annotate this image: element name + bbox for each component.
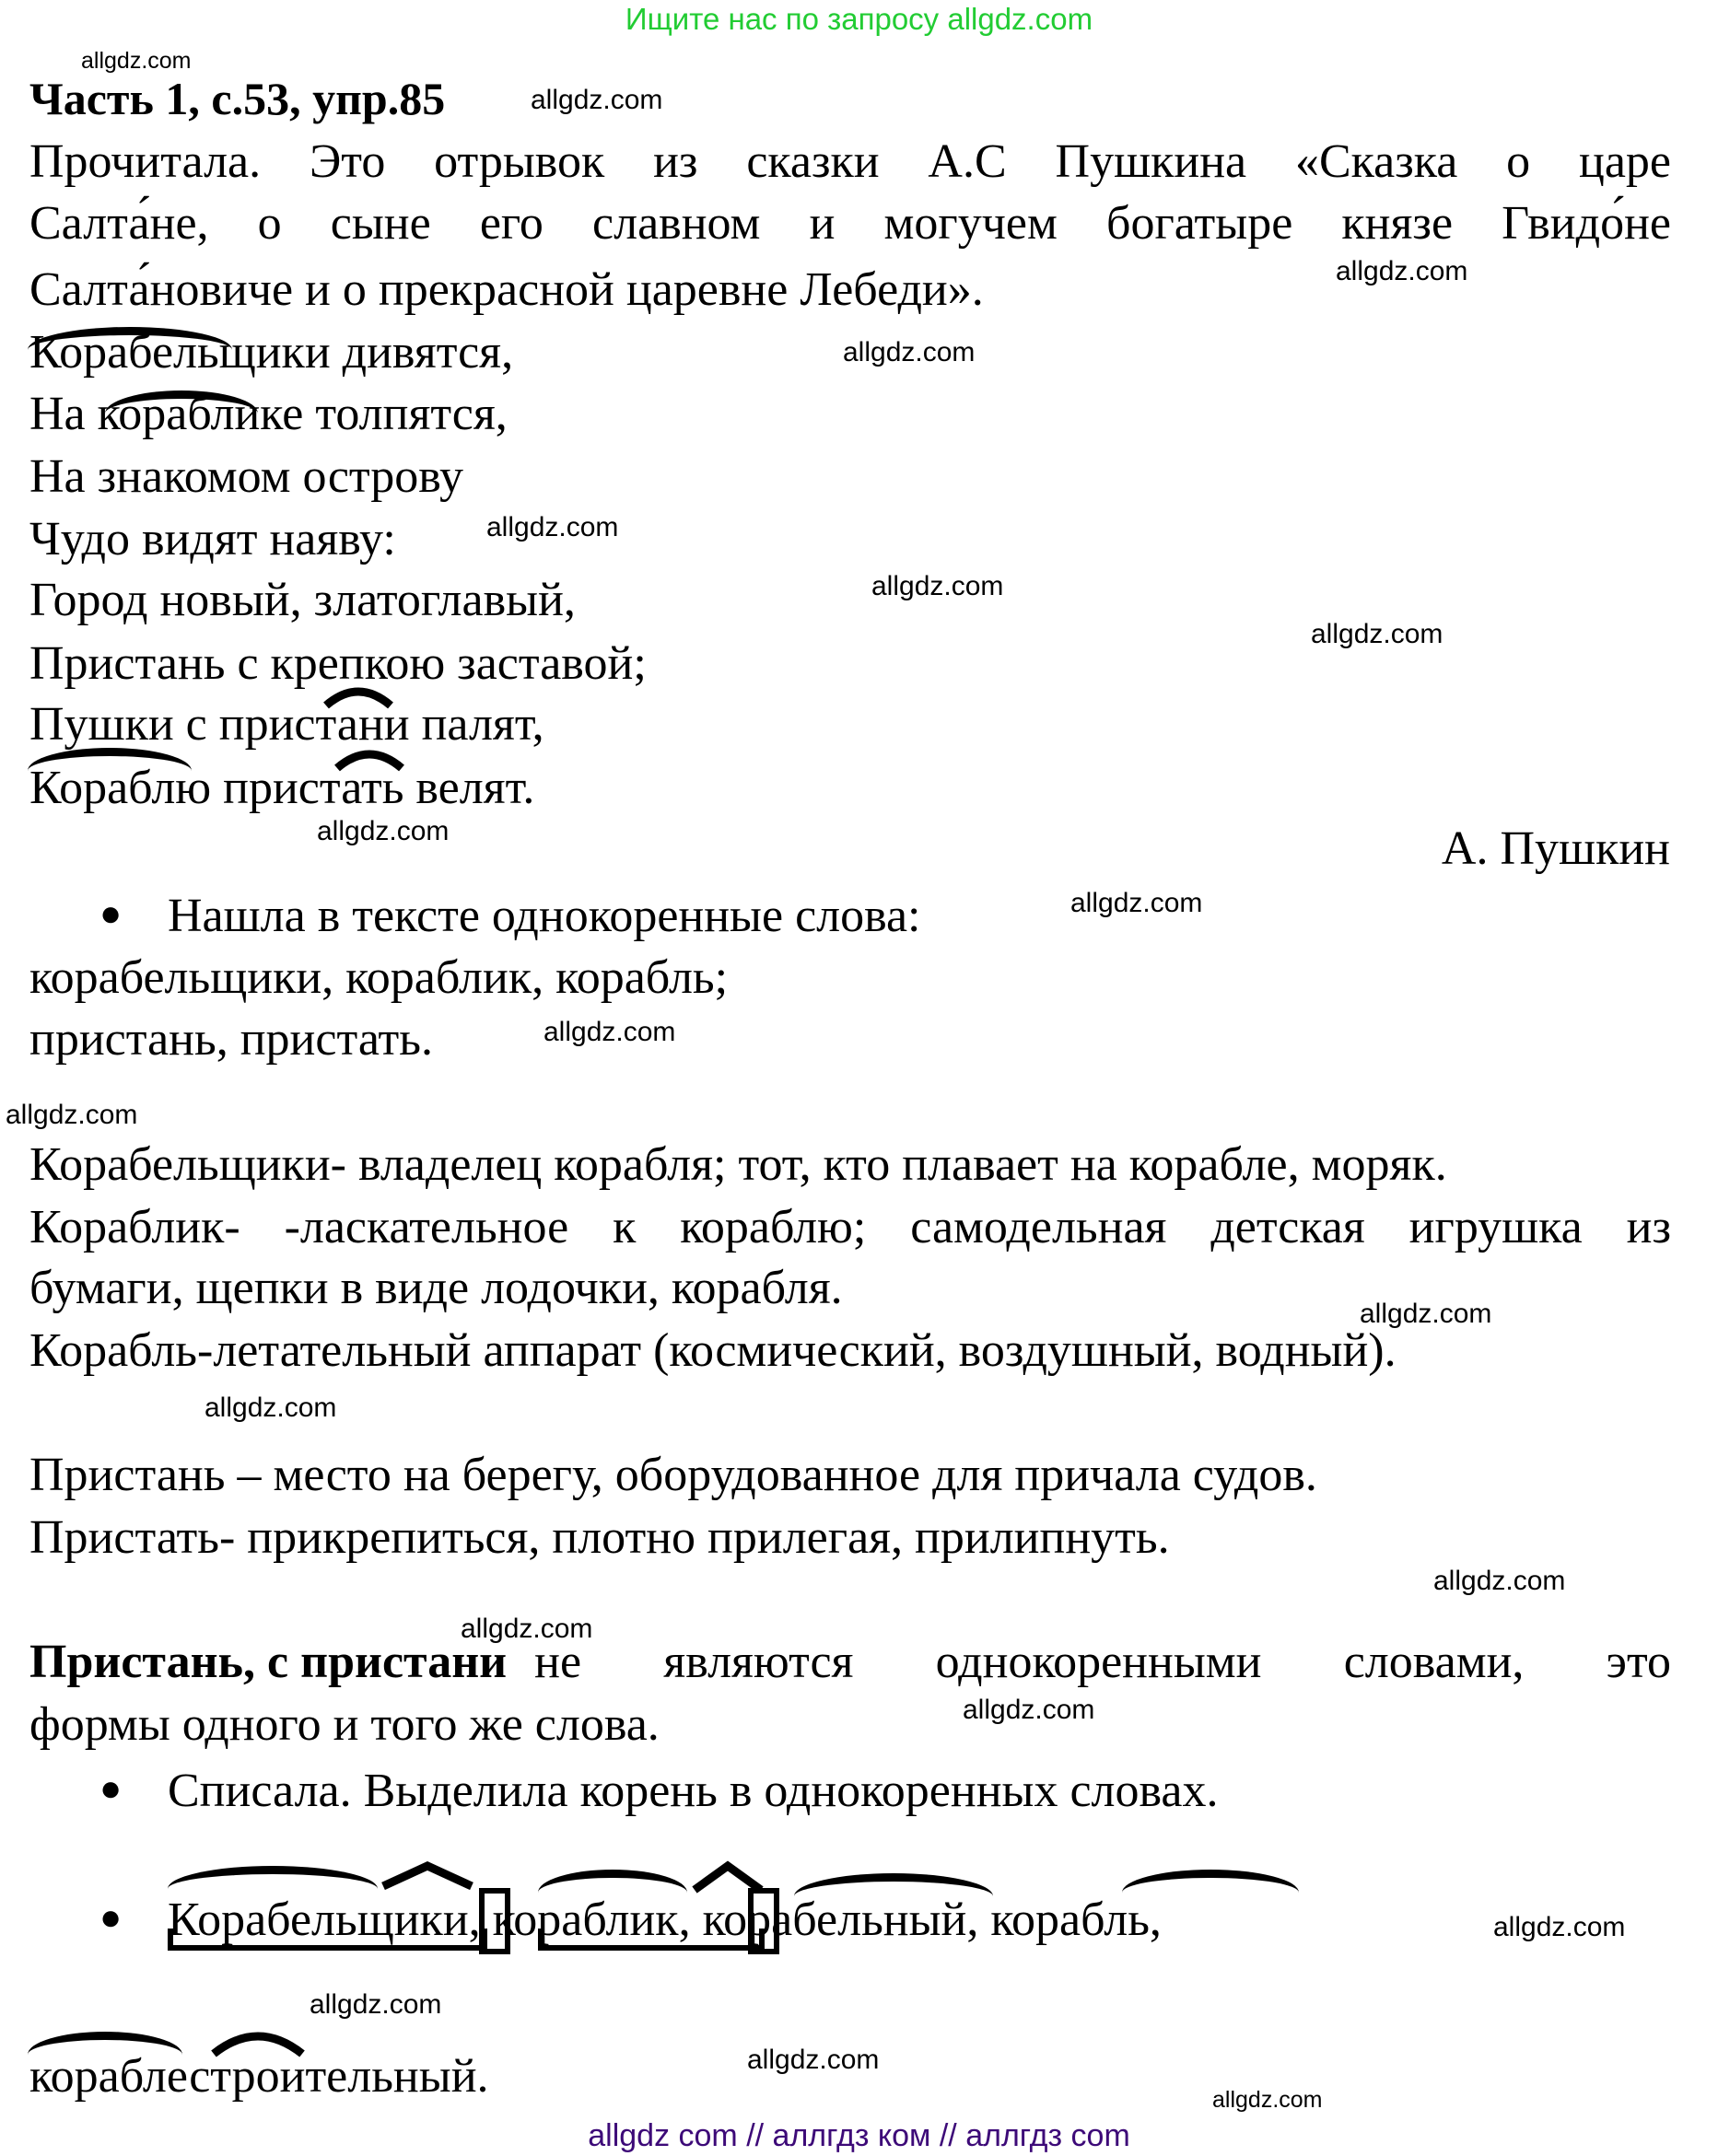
separator: , (468, 1894, 481, 1946)
watermark: allgdz.com (871, 571, 1004, 601)
bullet-icon: ● (99, 892, 123, 934)
word-korabelshchiki: Корабельщики (168, 1894, 469, 1946)
separator: , корабельный, корабль, (678, 1894, 1162, 1946)
watermark: allgdz.com (843, 337, 976, 367)
root-arc-mark (322, 682, 394, 709)
poem-line: Пушки с пристани палят, (29, 698, 544, 751)
watermark: allgdz.com (747, 2045, 880, 2075)
page-title: Часть 1, с.53, упр.85 (29, 73, 446, 124)
watermark: allgdz.com (461, 1614, 593, 1644)
promo-header: Ищите нас по запросу allgdz.com (625, 2, 1093, 36)
root-arc-mark (794, 1873, 993, 1896)
root-arc-mark (168, 1866, 378, 1889)
note-line-1 (29, 1635, 1671, 1690)
watermark: allgdz.com (1070, 888, 1203, 918)
word-korablik: кораблик (492, 1894, 679, 1946)
poem-line: Кораблю пристать велят. (29, 762, 535, 814)
watermark: allgdz.com (1493, 1912, 1626, 1942)
root-arc-mark (28, 2032, 182, 2055)
root-arc-mark (1122, 1870, 1299, 1893)
note-rest: не являются однокоренными словами, это (534, 1636, 1671, 1688)
watermark: allgdz.com (6, 1100, 138, 1130)
watermark: allgdz.com (1212, 2087, 1323, 2113)
poem-line: Город новый, златоглавый, (29, 574, 576, 626)
poem-line: Пристань с крепкою заставой; (29, 637, 647, 690)
bullet-icon: ● (99, 1896, 123, 1938)
poem-line: Чудо видят наяву: (29, 513, 396, 565)
task1-heading: Нашла в тексте однокоренные слова: (168, 890, 921, 942)
watermark: allgdz.com (81, 48, 192, 74)
watermark: allgdz.com (310, 1989, 442, 2020)
task1-group-2: пристань, пристать. (29, 1013, 433, 1066)
definition-pristan: Пристань – место на берегу, оборудованное для причала судов. (29, 1449, 1317, 1501)
watermark: allgdz.com (1433, 1566, 1566, 1596)
poem-line: На кораблике толпятся, (29, 388, 508, 440)
watermark: allgdz.com (963, 1695, 1095, 1725)
definition-korabelshchiki: Корабельщики- владелец корабля; тот, кто плавает на корабле, моряк. (29, 1138, 1447, 1191)
watermark: allgdz.com (543, 1017, 676, 1047)
definition-pristat: Пристать- прикрепиться, плотно прилегая, прилипнуть. (29, 1511, 1170, 1564)
watermark: allgdz.com (1360, 1299, 1492, 1329)
definition-korabl: Корабль-летательный аппарат (космический, воздушный, водный). (29, 1324, 1397, 1377)
watermark: allgdz.com (317, 816, 450, 846)
bullet-icon: ● (99, 1767, 123, 1809)
intro-line-1: Прочитала. Это отрывок из сказки А.С Пушкина «Сказка о царе (29, 135, 1671, 188)
ending-mark (748, 1888, 779, 1954)
definition-korablik-2: бумаги, щепки в виде лодочки, корабля. (29, 1262, 843, 1314)
note-line-2: формы одного и того же слова. (29, 1698, 660, 1751)
poem-line: Корабельщики дивятся, (29, 326, 514, 379)
task2-word-last: кораблестроительный. (29, 2050, 489, 2103)
root-arc-mark (210, 2024, 306, 2057)
watermark: allgdz.com (1336, 256, 1468, 286)
watermark: allgdz.com (205, 1393, 337, 1423)
definition-korablik-1: Кораблик- -ласкательное к кораблю; самодельная детская игрушка из (29, 1201, 1671, 1253)
poem-author: А. Пушкин (1441, 822, 1670, 875)
note-bold: Пристань, с пристани (29, 1636, 508, 1688)
watermark: allgdz.com (486, 512, 619, 542)
watermark: allgdz.com (531, 85, 663, 115)
intro-line-3: Салта́новиче и о прекрасной царевне Лебеди». (29, 263, 984, 316)
watermark: allgdz.com (1311, 619, 1443, 649)
intro-line-2: Салта́не, о сыне его славном и могучем богатыре князе Гвидо́не (29, 197, 1671, 250)
root-arc-mark (538, 1870, 687, 1893)
stem-mark (168, 1929, 487, 1951)
ending-mark (479, 1888, 510, 1954)
stem-mark (538, 1929, 765, 1951)
task1-group-1: корабельщики, кораблик, корабль; (29, 951, 729, 1004)
footer-watermark: allgdz com // аллгдз ком // аллгдз com (588, 2118, 1130, 2153)
root-arc-mark (333, 744, 405, 772)
task2-heading: Списала. Выделила корень в однокоренных словах. (168, 1765, 1219, 1817)
poem-line: На знакомом острову (29, 450, 464, 503)
suffix-mark (380, 1860, 475, 1890)
